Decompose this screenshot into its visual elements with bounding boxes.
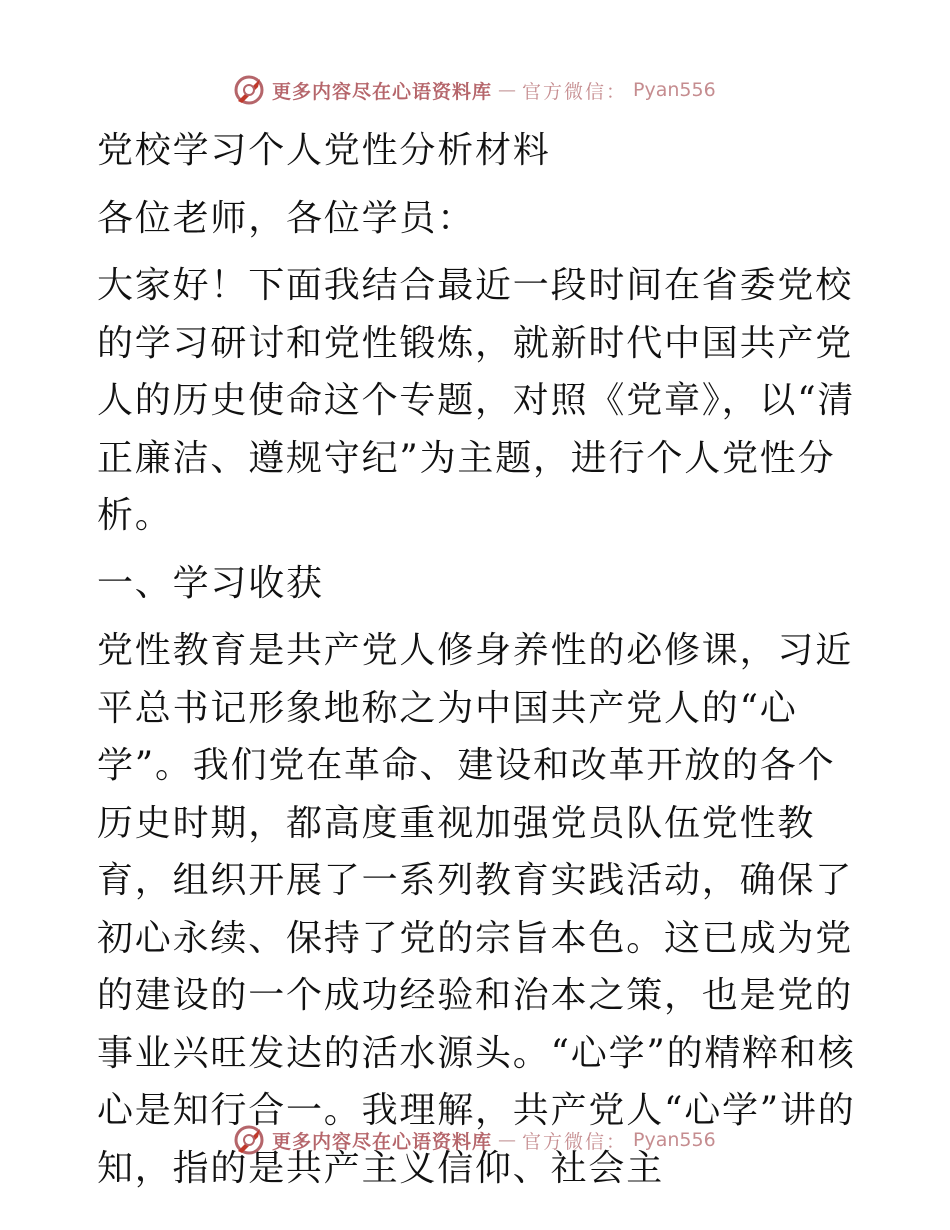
section-heading: 一、学习收获	[97, 562, 324, 604]
watermark-banner-top	[232, 70, 716, 110]
watermark-contact-id: Pyan556	[633, 79, 716, 101]
body-paragraph: 党性教育是共产党人修身养性的必修课，习近平总书记形象地称之为中国共产党人的“心学”。我们党在革命、建设和改革开放的各个历史时期，都高度重视加强党员队伍党性教育，组织开展了一系列教育实践活动，确保了初心永续、保持了党的宗旨本色。这已成为党的建设的一个成功经验和治本之策，也是党的事业兴旺发达的活水源头。“心学”的精粹和核心是知行合一。我理解，共产党人“心学”讲的知，指的是共产主义信仰、社会主	[97, 630, 856, 1189]
document-title: 党校学习个人党性分析材料	[97, 130, 551, 171]
watermark-banner-bottom	[232, 1120, 716, 1160]
watermark-slogan: 更多内容尽在心语资料库	[272, 1130, 493, 1153]
pen-logo-icon	[232, 73, 266, 107]
salutation: 各位老师，各位学员：	[97, 197, 476, 239]
pen-logo-icon	[232, 1123, 266, 1157]
watermark-separator: —	[498, 1129, 517, 1151]
watermark-contact-label: 官方微信：	[522, 1130, 628, 1153]
watermark-contact-id: Pyan556	[633, 1129, 716, 1151]
watermark-separator: —	[498, 79, 517, 101]
watermark-slogan: 更多内容尽在心语资料库	[272, 80, 493, 103]
watermark-contact-label: 官方微信：	[522, 80, 628, 103]
intro-paragraph: 大家好！下面我结合最近一段时间在省委党校的学习研讨和党性锻炼，就新时代中国共产党人的历史使命这个专题，对照《党章》，以“清正廉洁、遵规守纪”为主题，进行个人党性分析。	[97, 265, 856, 536]
document-content	[97, 122, 857, 1197]
